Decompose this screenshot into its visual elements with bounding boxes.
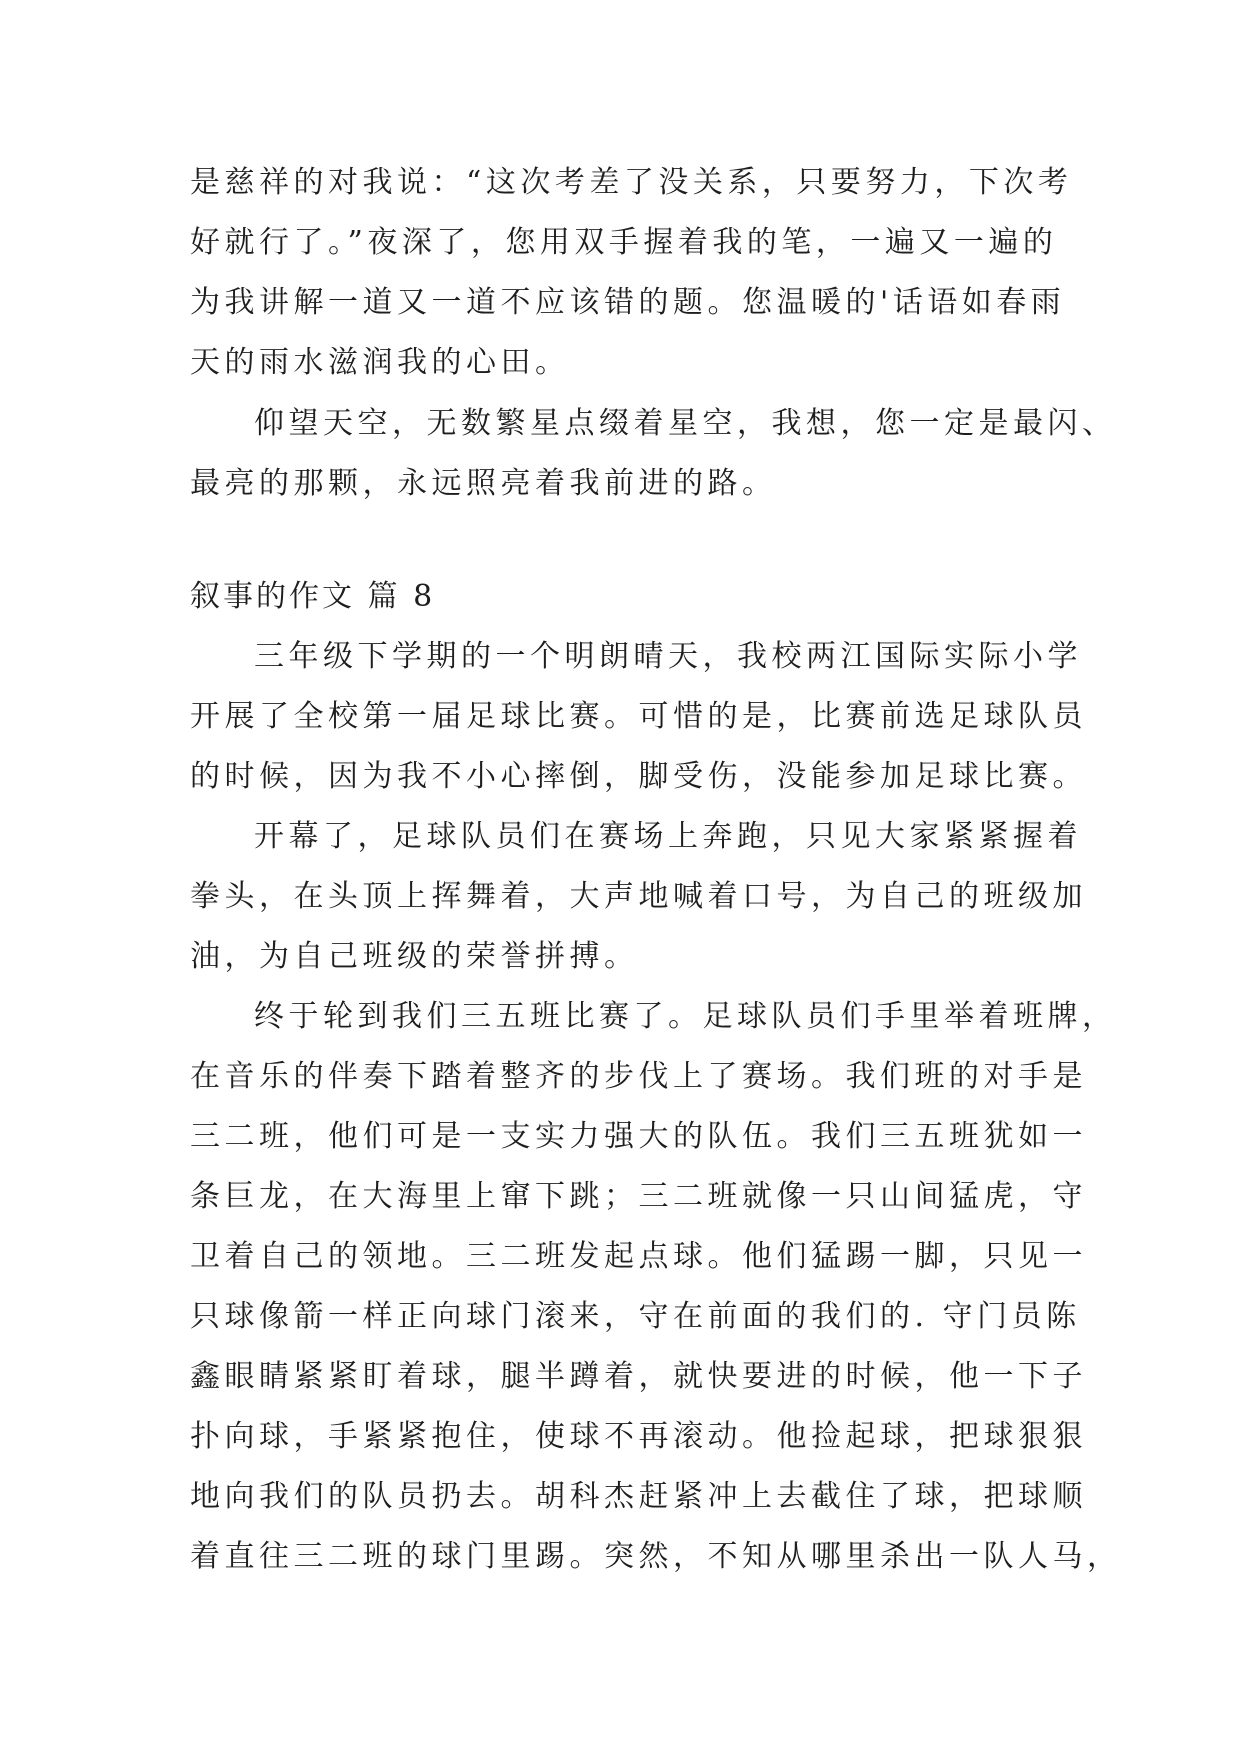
text-line: 在音乐的伴奏下踏着整齐的步伐上了赛场。我们班的对手是	[190, 1059, 1087, 1094]
text-line: 地向我们的队员扔去。胡科杰赶紧冲上去截住了球，把球顺	[190, 1479, 1087, 1514]
text-line: 只球像箭一样正向球门滚来，守在前面的我们的. 守门员陈	[190, 1299, 1081, 1334]
paragraph-first-line: 三年级下学期的一个明朗晴天，我校两江国际实际小学	[254, 639, 1082, 674]
text-line: 着直往三二班的球门里踢。突然，不知从哪里杀出一队人马，	[190, 1539, 1122, 1574]
text-line: 三二班，他们可是一支实力强大的队伍。我们三五班犹如一	[190, 1119, 1087, 1154]
text-line: 油，为自己班级的荣誉拼搏。	[190, 939, 639, 974]
text-line: 条巨龙，在大海里上窜下跳；三二班就像一只山间猛虎，守	[190, 1179, 1087, 1214]
text-line: 卫着自己的领地。三二班发起点球。他们猛踢一脚，只见一	[190, 1239, 1087, 1274]
text-line: 好就行了。”夜深了，您用双手握着我的笔，一遍又一遍的	[190, 225, 1058, 260]
section-heading: 叙事的作文 篇 8	[190, 579, 436, 614]
paragraph-first-line: 开幕了，足球队员们在赛场上奔跑，只见大家紧紧握着	[254, 819, 1082, 854]
paragraph-first-line: 仰望天空，无数繁星点缀着星空，我想，您一定是最闪、	[254, 406, 1117, 441]
text-line: 最亮的那颗，永远照亮着我前进的路。	[190, 466, 777, 501]
text-line: 鑫眼睛紧紧盯着球，腿半蹲着，就快要进的时候，他一下子	[190, 1359, 1087, 1394]
text-line: 为我讲解一道又一道不应该错的题。您温暖的'话语如春雨	[190, 285, 1066, 320]
text-line: 是慈祥的对我说：“这次考差了没关系，只要努力，下次考	[190, 165, 1073, 200]
paragraph-first-line: 终于轮到我们三五班比赛了。足球队员们手里举着班牌，	[254, 999, 1117, 1034]
text-line: 天的雨水滋润我的心田。	[190, 345, 570, 380]
text-line: 的时候，因为我不小心摔倒，脚受伤，没能参加足球比赛。	[190, 759, 1087, 794]
text-line: 开展了全校第一届足球比赛。可惜的是，比赛前选足球队员	[190, 699, 1087, 734]
text-line: 拳头，在头顶上挥舞着，大声地喊着口号，为自己的班级加	[190, 879, 1087, 914]
text-line: 扑向球，手紧紧抱住，使球不再滚动。他捡起球，把球狠狠	[190, 1419, 1087, 1454]
